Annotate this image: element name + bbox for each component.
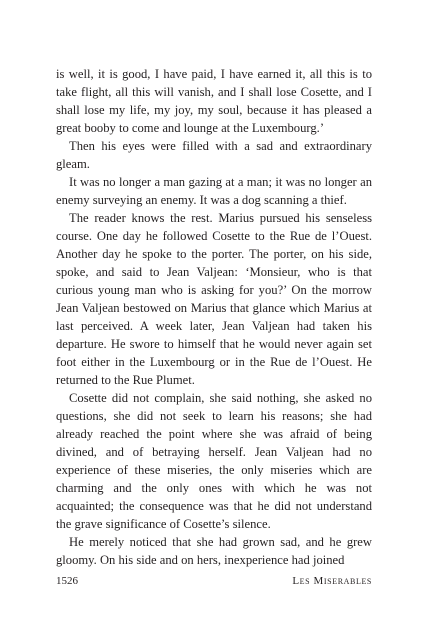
body-text: [56, 65, 372, 569]
paragraph: The reader knows the rest. Marius pursued his senseless course. One day he followed Cosette to the Rue de l’Ouest. Another day he spoke to the porter. The porter, on his side, spoke, and said to Jean Valjean: ‘Monsieur, who is that curious young man who is asking for you?’ On the morrow Jean Valjean bestowed on Marius that glance which Marius at last perceived. A week later, Jean Valjean had taken his departure. He swore to himself that he would never again set foot either in the Luxembourg or in the Rue de l’Ouest. He returned to the Rue Plumet.: [56, 211, 372, 387]
page-number: 1526: [56, 575, 78, 587]
paragraph-continued: is well, it is good, I have paid, I have earned it, all this is to take flight, all this will vanish, and I shall lose Cosette, and I shall lose my life, my joy, my soul, because it has pleased a great booby to come and lounge at the Luxembourg.’: [56, 67, 372, 135]
paragraph: Then his eyes were filled with a sad and extraordinary gleam.: [56, 139, 372, 171]
running-head: Les Miserables: [292, 575, 372, 587]
paragraph: Cosette did not complain, she said nothing, she asked no questions, she did not seek to learn his reasons; she had already reached the point where she was afraid of being divined, and of betraying herself. Jean Valjean had no experience of these miseries, the only miseries which are charming and the only ones with which he was not acquainted; the consequence was that he did not understand the grave significance of Cosette’s silence.: [56, 391, 372, 531]
paragraph: He merely noticed that she had grown sad, and he grew gloomy. On his side and on hers, inexperience had joined: [56, 535, 372, 567]
paragraph: It was no longer a man gazing at a man; it was no longer an enemy surveying an enemy. It was a dog scanning a thief.: [56, 175, 372, 207]
